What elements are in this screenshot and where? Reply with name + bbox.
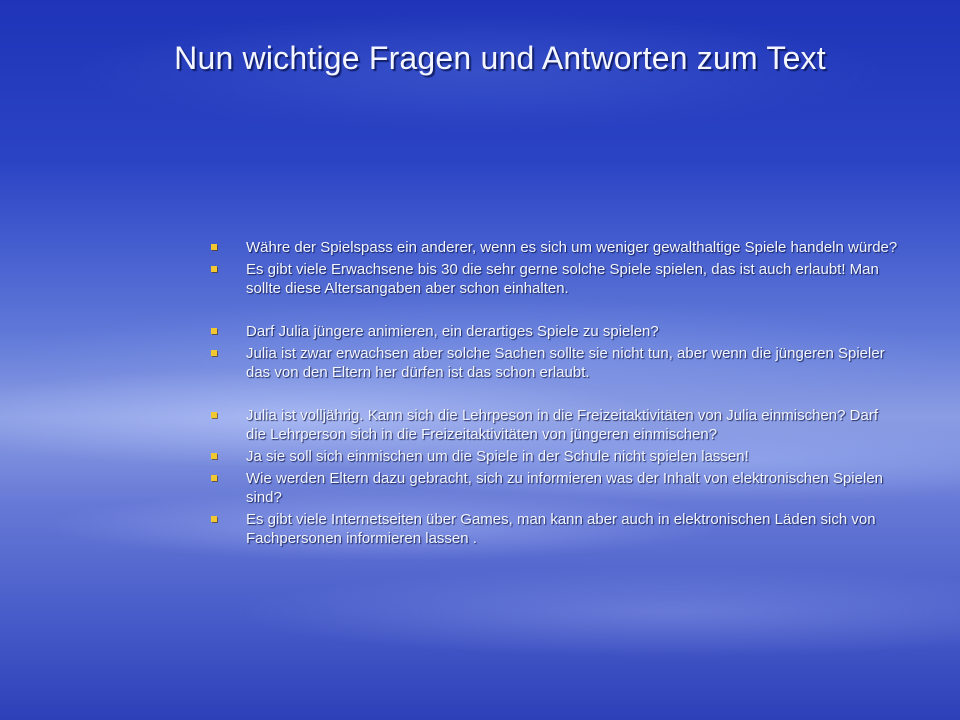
list-item-text: Wie werden Eltern dazu gebracht, sich zu informieren was der Inhalt von elektronischen Spielen sind?	[246, 470, 884, 506]
square-bullet-icon	[211, 412, 217, 418]
square-bullet-icon	[211, 328, 217, 334]
list-item-text: Es gibt viele Internetseiten über Games, man kann aber auch in elektronischen Läden sich von Fachpersonen informieren lassen .	[246, 511, 876, 547]
square-bullet-icon	[211, 453, 217, 459]
list-item	[208, 510, 898, 548]
list-item	[208, 469, 898, 507]
list-item	[208, 322, 898, 341]
list-item-text: Julia ist volljährig. Kann sich die Lehrpeson in die Freizeitaktivitäten von Julia einmischen? Darf die Lehrperson sich in die Freizeitaktivitäten von jüngeren einmischen?	[246, 407, 878, 443]
list-item	[208, 260, 898, 298]
square-bullet-icon	[211, 244, 217, 250]
list-item-text: Es gibt viele Erwachsene bis 30 die sehr gerne solche Spiele spielen, das ist auch erlaubt! Man sollte diese Altersangaben aber schon einhalten.	[246, 261, 879, 297]
list-item-text: Julia ist zwar erwachsen aber solche Sachen sollte sie nicht tun, aber wenn die jüngeren Spieler das von den Eltern her dürfen ist das schon erlaubt.	[246, 345, 885, 381]
square-bullet-icon	[211, 350, 217, 356]
list-item-text: Währe der Spielspass ein anderer, wenn es sich um weniger gewalthaltige Spiele handeln würde?	[246, 239, 898, 256]
list-item-text: Darf Julia jüngere animieren, ein derartiges Spiele zu spielen?	[246, 323, 659, 340]
slide-content	[208, 238, 898, 551]
list-item	[208, 406, 898, 444]
square-bullet-icon	[211, 516, 217, 522]
list-item	[208, 344, 898, 382]
list-item	[208, 238, 898, 257]
list-item-text: Ja sie soll sich einmischen um die Spiele in der Schule nicht spielen lassen!	[246, 448, 749, 465]
square-bullet-icon	[211, 475, 217, 481]
square-bullet-icon	[211, 266, 217, 272]
slide-title: Nun wichtige Fragen und Antworten zum Text	[174, 40, 826, 76]
list-item	[208, 447, 898, 466]
bullet-list	[208, 238, 898, 548]
